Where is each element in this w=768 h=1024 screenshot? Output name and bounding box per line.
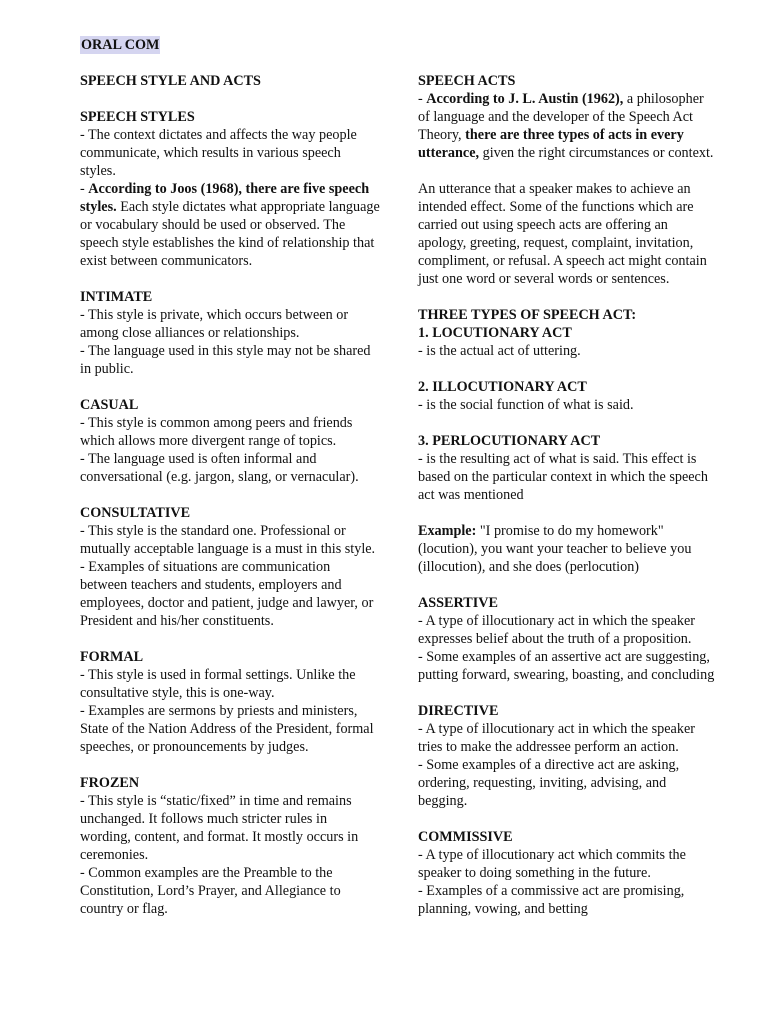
consultative-paragraph-2: - Examples of situations are communication between teachers and students, employers and employees, doctor and patient, judge and lawyer, or President and his/her constituents. xyxy=(80,559,374,629)
commissive-heading: COMMISSIVE xyxy=(418,829,513,845)
utterance-paragraph: An utterance that a speaker makes to achieve an intended effect. Some of the functions which are carried out using speech acts are offering an apology, greeting, request, complaint, invitation, compliment, or refusal. A speech act might contain just one word or several words or sentences. xyxy=(418,181,707,287)
illocutionary-heading: 2. ILLOCUTIONARY ACT xyxy=(418,379,587,395)
speech-acts-text-2: given the right circumstances or context. xyxy=(479,145,714,161)
assertive-paragraph-2: - Some examples of an assertive act are suggesting, putting forward, swearing, boasting, and concluding xyxy=(418,649,715,683)
section-consultative xyxy=(80,504,380,630)
document-heading: SPEECH STYLE AND ACTS xyxy=(80,73,261,89)
section-illocutionary xyxy=(418,378,718,414)
example-label: Example: xyxy=(418,523,477,539)
assertive-paragraph-1: - A type of illocutionary act in which the speaker expresses belief about the truth of a proposition. xyxy=(418,613,695,647)
directive-heading: DIRECTIVE xyxy=(418,703,499,719)
document-heading-section xyxy=(80,72,380,90)
section-frozen xyxy=(80,774,380,918)
section-intimate xyxy=(80,288,380,378)
directive-paragraph-1: - A type of illocutionary act in which the speaker tries to make the addressee perform an action. xyxy=(418,721,695,755)
directive-paragraph-2: - Some examples of a directive act are asking, ordering, requesting, inviting, advising, and begging. xyxy=(418,757,680,809)
assertive-heading: ASSERTIVE xyxy=(418,595,498,611)
section-utterance xyxy=(418,180,718,288)
formal-paragraph-2: - Examples are sermons by priests and ministers, State of the Nation Address of the President, formal speeches, or pronouncements by judges. xyxy=(80,703,374,755)
intimate-paragraph-1: - This style is private, which occurs between or among close alliances or relationships. xyxy=(80,307,349,341)
perlocutionary-text: - is the resulting act of what is said. This effect is based on the particular context in which the speech act was mentioned xyxy=(418,451,708,503)
section-directive xyxy=(418,702,718,810)
casual-paragraph-1: - This style is common among peers and friends which allows more divergent range of topics. xyxy=(80,415,353,449)
formal-paragraph-1: - This style is used in formal settings. Unlike the consultative style, this is one-way. xyxy=(80,667,356,701)
section-three-types xyxy=(418,306,718,360)
frozen-paragraph-2: - Common examples are the Preamble to the Constitution, Lord’s Prayer, and Allegiance to country or flag. xyxy=(80,865,341,917)
intimate-heading: INTIMATE xyxy=(80,289,153,305)
speech-acts-text-1: a philosopher of language and the developer of the Speech Act Theory, xyxy=(418,91,704,143)
example-text: "I promise to do my homework" (locution), you want your teacher to believe you (illocution), and she does (perlocution) xyxy=(418,523,692,575)
three-types-heading: THREE TYPES OF SPEECH ACT: xyxy=(418,307,637,323)
formal-heading: FORMAL xyxy=(80,649,144,665)
frozen-heading: FROZEN xyxy=(80,775,140,791)
speech-acts-prefix: - xyxy=(418,91,427,107)
speech-styles-prefix: - xyxy=(80,181,89,197)
austin-citation: According to J. L. Austin (1962), xyxy=(426,91,624,107)
joos-citation: According to Joos (1968), there are five speech styles. xyxy=(80,181,370,215)
section-casual xyxy=(80,396,380,486)
intimate-paragraph-2: - The language used in this style may not be shared in public. xyxy=(80,343,371,377)
perlocutionary-heading: 3. PERLOCUTIONARY ACT xyxy=(418,433,601,449)
section-speech-styles xyxy=(80,108,380,270)
page-title: ORAL COM xyxy=(81,37,160,53)
speech-styles-heading: SPEECH STYLES xyxy=(80,109,195,125)
right-column xyxy=(418,72,718,936)
commissive-paragraph-2: - Examples of a commissive act are promising, planning, vowing, and betting xyxy=(418,883,685,917)
locutionary-text: - is the actual act of uttering. xyxy=(418,343,581,359)
consultative-heading: CONSULTATIVE xyxy=(80,505,191,521)
section-perlocutionary xyxy=(418,432,718,504)
commissive-paragraph-1: - A type of illocutionary act which commits the speaker to doing something in the future. xyxy=(418,847,686,881)
consultative-paragraph-1: - This style is the standard one. Professional or mutually acceptable language is a must in this style. xyxy=(80,523,376,557)
section-commissive xyxy=(418,828,718,918)
casual-paragraph-2: - The language used is often informal and conversational (e.g. jargon, slang, or vernacular). xyxy=(80,451,359,485)
section-assertive xyxy=(418,594,718,684)
section-speech-acts xyxy=(418,72,718,162)
speech-styles-paragraph-2-text: Each style dictates what appropriate language or vocabulary should be used or observed. The speech style establishes the kind of relationship that exist between communicators. xyxy=(80,199,380,269)
section-example xyxy=(418,522,718,576)
locutionary-heading: 1. LOCUTIONARY ACT xyxy=(418,325,572,341)
speech-styles-paragraph-1: - The context dictates and affects the way people communicate, which results in various speech styles. xyxy=(80,127,357,179)
left-column xyxy=(80,72,380,936)
casual-heading: CASUAL xyxy=(80,397,139,413)
frozen-paragraph-1: - This style is “static/fixed” in time and remains unchanged. It follows much stricter rules in wording, content, and format. It mostly occurs in ceremonies. xyxy=(80,793,359,863)
section-formal xyxy=(80,648,380,756)
three-types-emphasis: there are three types of acts in every utterance, xyxy=(418,127,684,161)
example-paragraph xyxy=(418,522,718,576)
speech-styles-paragraph-2 xyxy=(80,180,380,270)
illocutionary-text: - is the social function of what is said. xyxy=(418,397,634,413)
speech-acts-heading: SPEECH ACTS xyxy=(418,73,516,89)
speech-acts-paragraph xyxy=(418,90,718,162)
